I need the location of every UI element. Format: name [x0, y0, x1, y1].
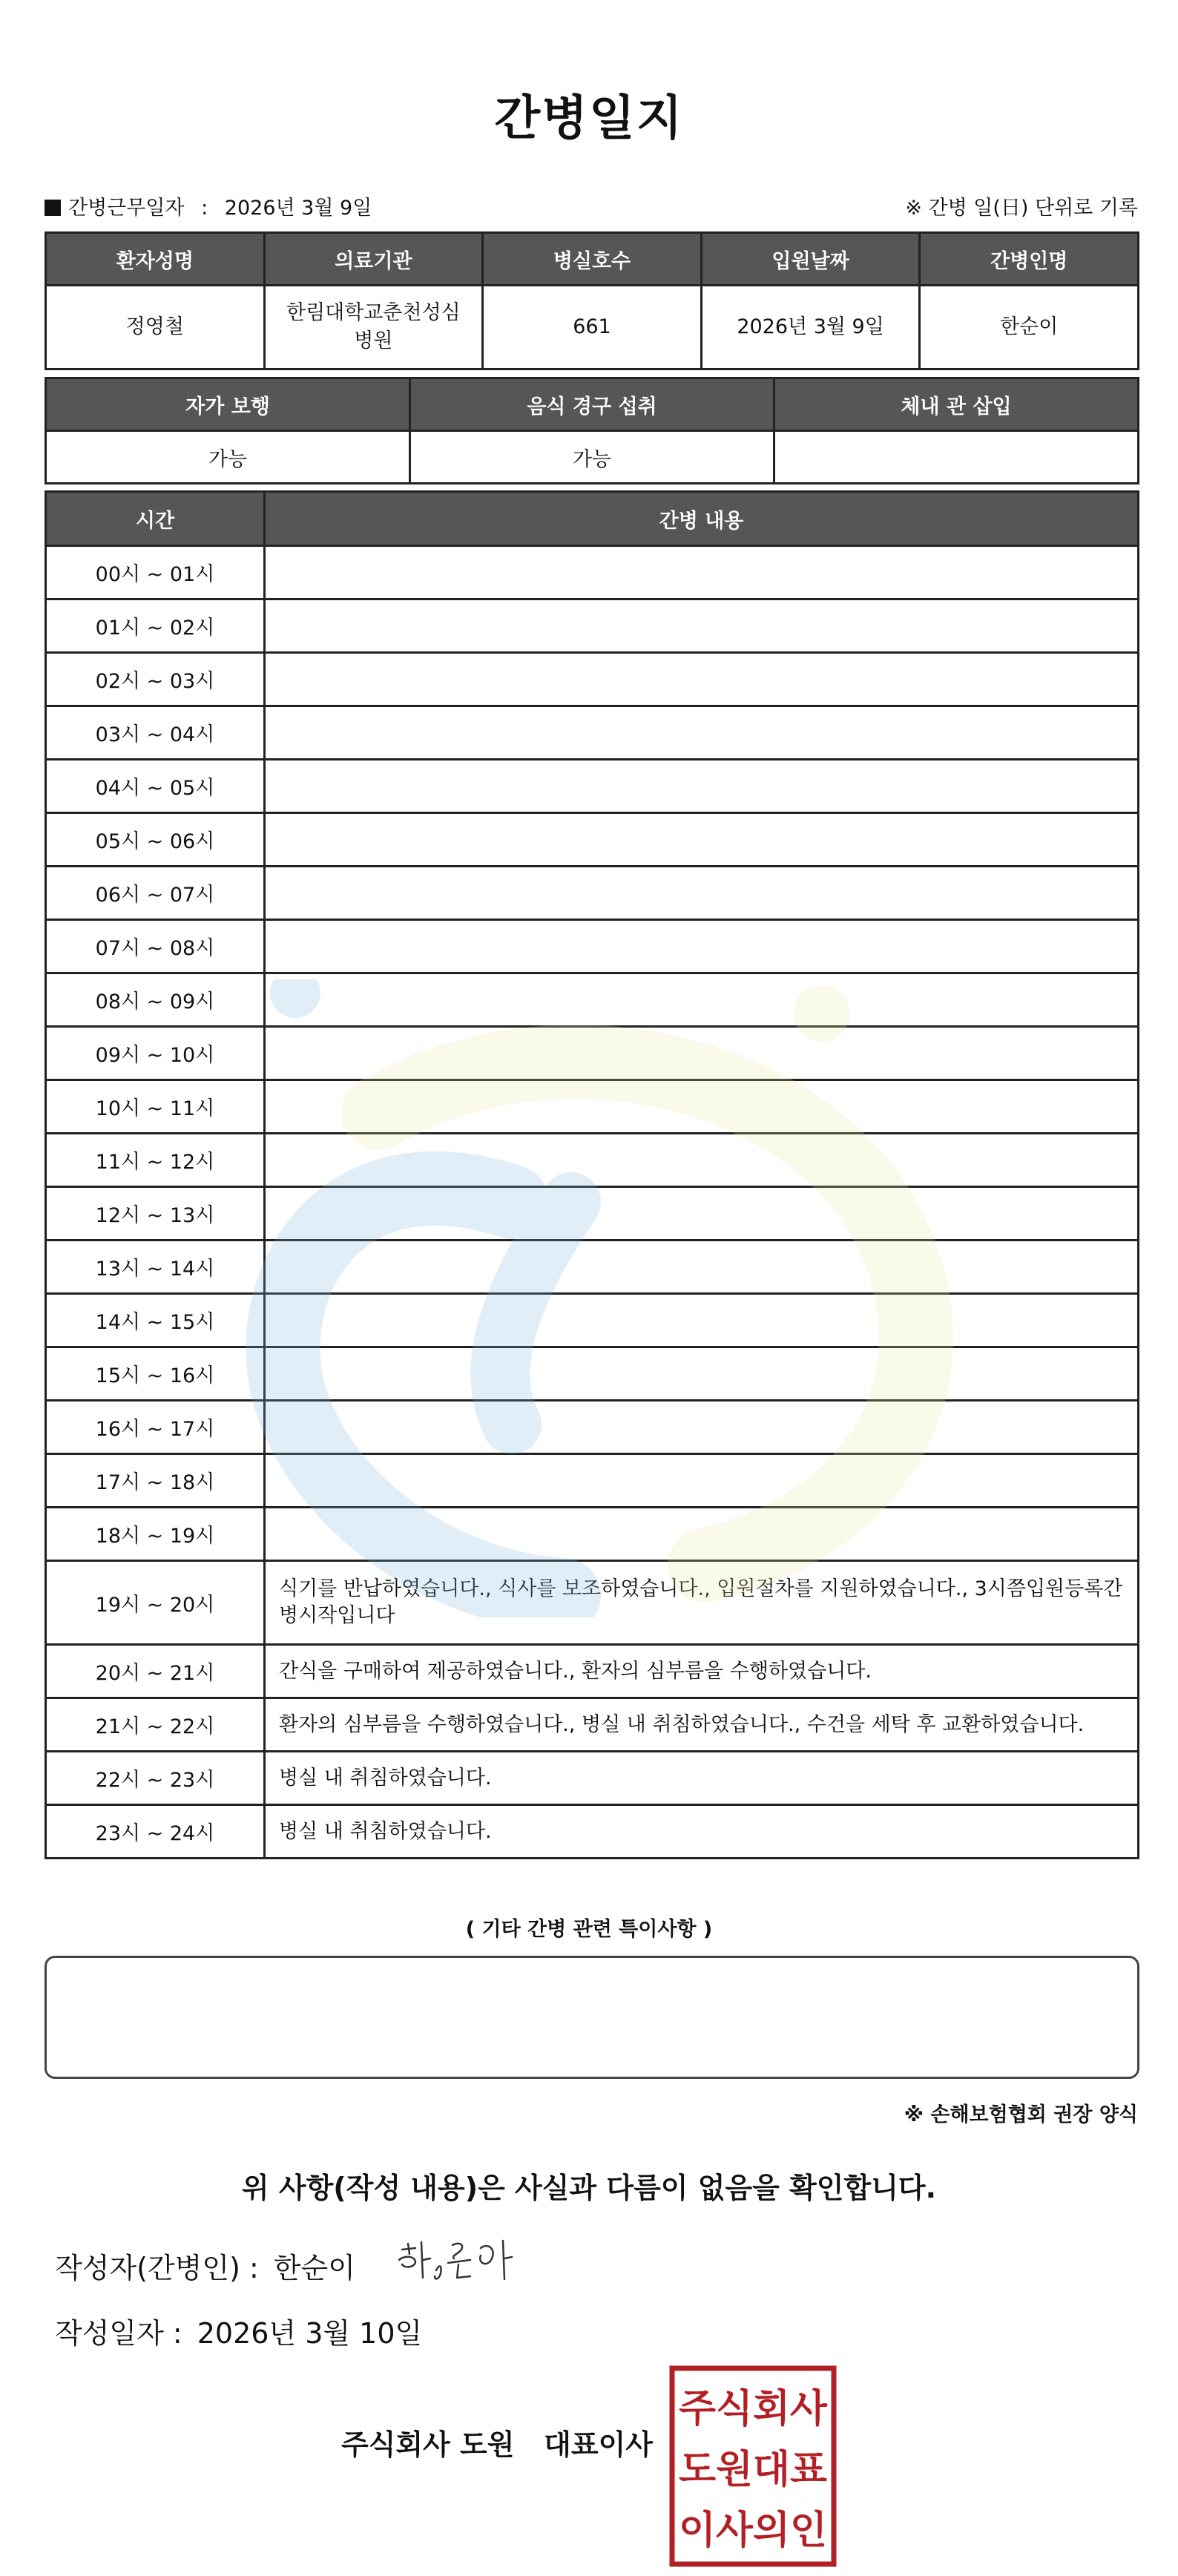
- time-cell: 21시 ~ 22시: [46, 1698, 265, 1752]
- header-admission-date: 입원날짜: [701, 233, 920, 286]
- writer-line: [55, 2245, 355, 2286]
- time-cell: 05시 ~ 06시: [46, 813, 265, 867]
- confirmation-statement: 위 사항(작성 내용)은 사실과 다름이 없음을 확인합니다.: [241, 2172, 937, 2204]
- content-cell: [265, 546, 1139, 599]
- table-row: [46, 1134, 1139, 1187]
- writer-name: 한순이: [273, 2252, 355, 2284]
- header-oral-intake: 음식 경구 섭취: [410, 378, 774, 431]
- time-cell: 23시 ~ 24시: [46, 1805, 265, 1859]
- table-row: [46, 1645, 1139, 1698]
- time-cell: 12시 ~ 13시: [46, 1187, 265, 1241]
- content-cell: [265, 706, 1139, 760]
- content-cell: 식기를 반납하였습니다., 식사를 보조하였습니다., 입원절차를 지원하였습니다., 3시쯤입원등록간병시작입니다: [265, 1561, 1139, 1645]
- header-care-content: 간병 내용: [265, 492, 1139, 546]
- table-row: [46, 1080, 1139, 1134]
- write-date-line: [55, 2310, 422, 2351]
- table-row: [46, 1241, 1139, 1294]
- time-cell: 22시 ~ 23시: [46, 1752, 265, 1805]
- table-row: [46, 546, 1139, 599]
- table-row: [46, 813, 1139, 867]
- time-cell: 07시 ~ 08시: [46, 920, 265, 973]
- time-cell: 00시 ~ 01시: [46, 546, 265, 599]
- oral-intake-value: 가능: [410, 431, 774, 484]
- table-row: [46, 867, 1139, 920]
- tube-insertion-value: [774, 431, 1139, 484]
- content-cell: [265, 1454, 1139, 1508]
- table-row: [46, 1294, 1139, 1347]
- care-log-table: [45, 490, 1139, 1859]
- document-title: 간병일지: [494, 91, 684, 146]
- work-date-value: 2026년 3월 9일: [224, 197, 372, 220]
- time-cell: 11시 ~ 12시: [46, 1134, 265, 1187]
- table-row: [46, 1401, 1139, 1454]
- time-cell: 20시 ~ 21시: [46, 1645, 265, 1698]
- time-cell: 10시 ~ 11시: [46, 1080, 265, 1134]
- header-hospital: 의료기관: [264, 233, 483, 286]
- header-tube-insertion: 체내 관 삽입: [774, 378, 1139, 431]
- care-header-row: [46, 492, 1139, 546]
- writer-label: 작성자(간병인) :: [55, 2252, 259, 2284]
- form-note: ※ 손해보험협회 권장 양식: [904, 2103, 1138, 2126]
- unit-note: ※ 간병 일(日) 단위로 기록: [905, 197, 1138, 220]
- table-row: [46, 1187, 1139, 1241]
- hospital-name: 한림대학교춘천성심병원: [264, 286, 483, 369]
- table-row: [46, 706, 1139, 760]
- patient-name: 정영철: [46, 286, 265, 369]
- time-cell: 09시 ~ 10시: [46, 1027, 265, 1080]
- status-header-row: [46, 378, 1139, 431]
- info-value-row: [46, 286, 1139, 369]
- content-cell: 병실 내 취침하였습니다.: [265, 1805, 1139, 1859]
- time-cell: 18시 ~ 19시: [46, 1508, 265, 1561]
- write-date-label: 작성일자 :: [55, 2317, 182, 2350]
- content-cell: [265, 1080, 1139, 1134]
- table-row: [46, 1347, 1139, 1401]
- time-cell: 08시 ~ 09시: [46, 973, 265, 1027]
- time-cell: 19시 ~ 20시: [46, 1561, 265, 1645]
- write-date-value: 2026년 3월 10일: [197, 2317, 423, 2350]
- header-patient-name: 환자성명: [46, 233, 265, 286]
- handwritten-signature: [393, 2235, 519, 2287]
- table-row: [46, 599, 1139, 653]
- content-cell: [265, 599, 1139, 653]
- table-row: [46, 1454, 1139, 1508]
- content-cell: 간식을 구매하여 제공하였습니다., 환자의 심부름을 수행하였습니다.: [265, 1645, 1139, 1698]
- work-date-sep: :: [201, 197, 208, 220]
- walking-value: 가능: [46, 431, 410, 484]
- company-representative: 주식회사 도원 대표이사: [341, 2428, 653, 2461]
- content-cell: [265, 1347, 1139, 1401]
- time-cell: 13시 ~ 14시: [46, 1241, 265, 1294]
- table-row: [46, 920, 1139, 973]
- content-cell: [265, 1134, 1139, 1187]
- company-seal-stamp: [668, 2364, 838, 2569]
- svg-text:이사의인: 이사의인: [679, 2508, 827, 2553]
- time-cell: 03시 ~ 04시: [46, 706, 265, 760]
- content-cell: [265, 1294, 1139, 1347]
- content-cell: [265, 1027, 1139, 1080]
- table-row: [46, 1508, 1139, 1561]
- caregiver-name: 한순이: [920, 286, 1139, 369]
- table-row: [46, 1698, 1139, 1752]
- time-cell: 04시 ~ 05시: [46, 760, 265, 813]
- patient-info-table: [45, 231, 1139, 370]
- content-cell: [265, 1187, 1139, 1241]
- work-date-label: 간병근무일자: [68, 197, 185, 220]
- time-cell: 15시 ~ 16시: [46, 1347, 265, 1401]
- content-cell: 환자의 심부름을 수행하였습니다., 병실 내 취침하였습니다., 수건을 세탁 후 교환하였습니다.: [265, 1698, 1139, 1752]
- table-row: [46, 760, 1139, 813]
- time-cell: 02시 ~ 03시: [46, 653, 265, 706]
- content-cell: [265, 1401, 1139, 1454]
- svg-text:주식회사: 주식회사: [679, 2387, 828, 2431]
- table-row: [46, 973, 1139, 1027]
- room-number: 661: [483, 286, 702, 369]
- remarks-title: ( 기타 간병 관련 특이사항 ): [465, 1918, 713, 1941]
- time-cell: 01시 ~ 02시: [46, 599, 265, 653]
- info-header-row: [46, 233, 1139, 286]
- content-cell: [265, 973, 1139, 1027]
- header-walking: 자가 보행: [46, 378, 410, 431]
- content-cell: [265, 920, 1139, 973]
- time-cell: 14시 ~ 15시: [46, 1294, 265, 1347]
- table-row: [46, 1752, 1139, 1805]
- remarks-box: [45, 1956, 1139, 2079]
- header-caregiver-name: 간병인명: [920, 233, 1139, 286]
- work-date-line: [45, 191, 372, 220]
- content-cell: [265, 760, 1139, 813]
- time-cell: 16시 ~ 17시: [46, 1401, 265, 1454]
- content-cell: [265, 867, 1139, 920]
- header-room: 병실호수: [483, 233, 702, 286]
- table-row: [46, 653, 1139, 706]
- bullet-square-icon: [45, 200, 61, 216]
- admission-date: 2026년 3월 9일: [701, 286, 920, 369]
- content-cell: [265, 653, 1139, 706]
- status-value-row: [46, 431, 1139, 484]
- table-row: [46, 1561, 1139, 1645]
- header-time: 시간: [46, 492, 265, 546]
- patient-status-table: [45, 377, 1139, 484]
- table-row: [46, 1027, 1139, 1080]
- svg-text:도원대표: 도원대표: [679, 2448, 827, 2492]
- content-cell: 병실 내 취침하였습니다.: [265, 1752, 1139, 1805]
- time-cell: 17시 ~ 18시: [46, 1454, 265, 1508]
- content-cell: [265, 1241, 1139, 1294]
- content-cell: [265, 813, 1139, 867]
- time-cell: 06시 ~ 07시: [46, 867, 265, 920]
- table-row: [46, 1805, 1139, 1859]
- content-cell: [265, 1508, 1139, 1561]
